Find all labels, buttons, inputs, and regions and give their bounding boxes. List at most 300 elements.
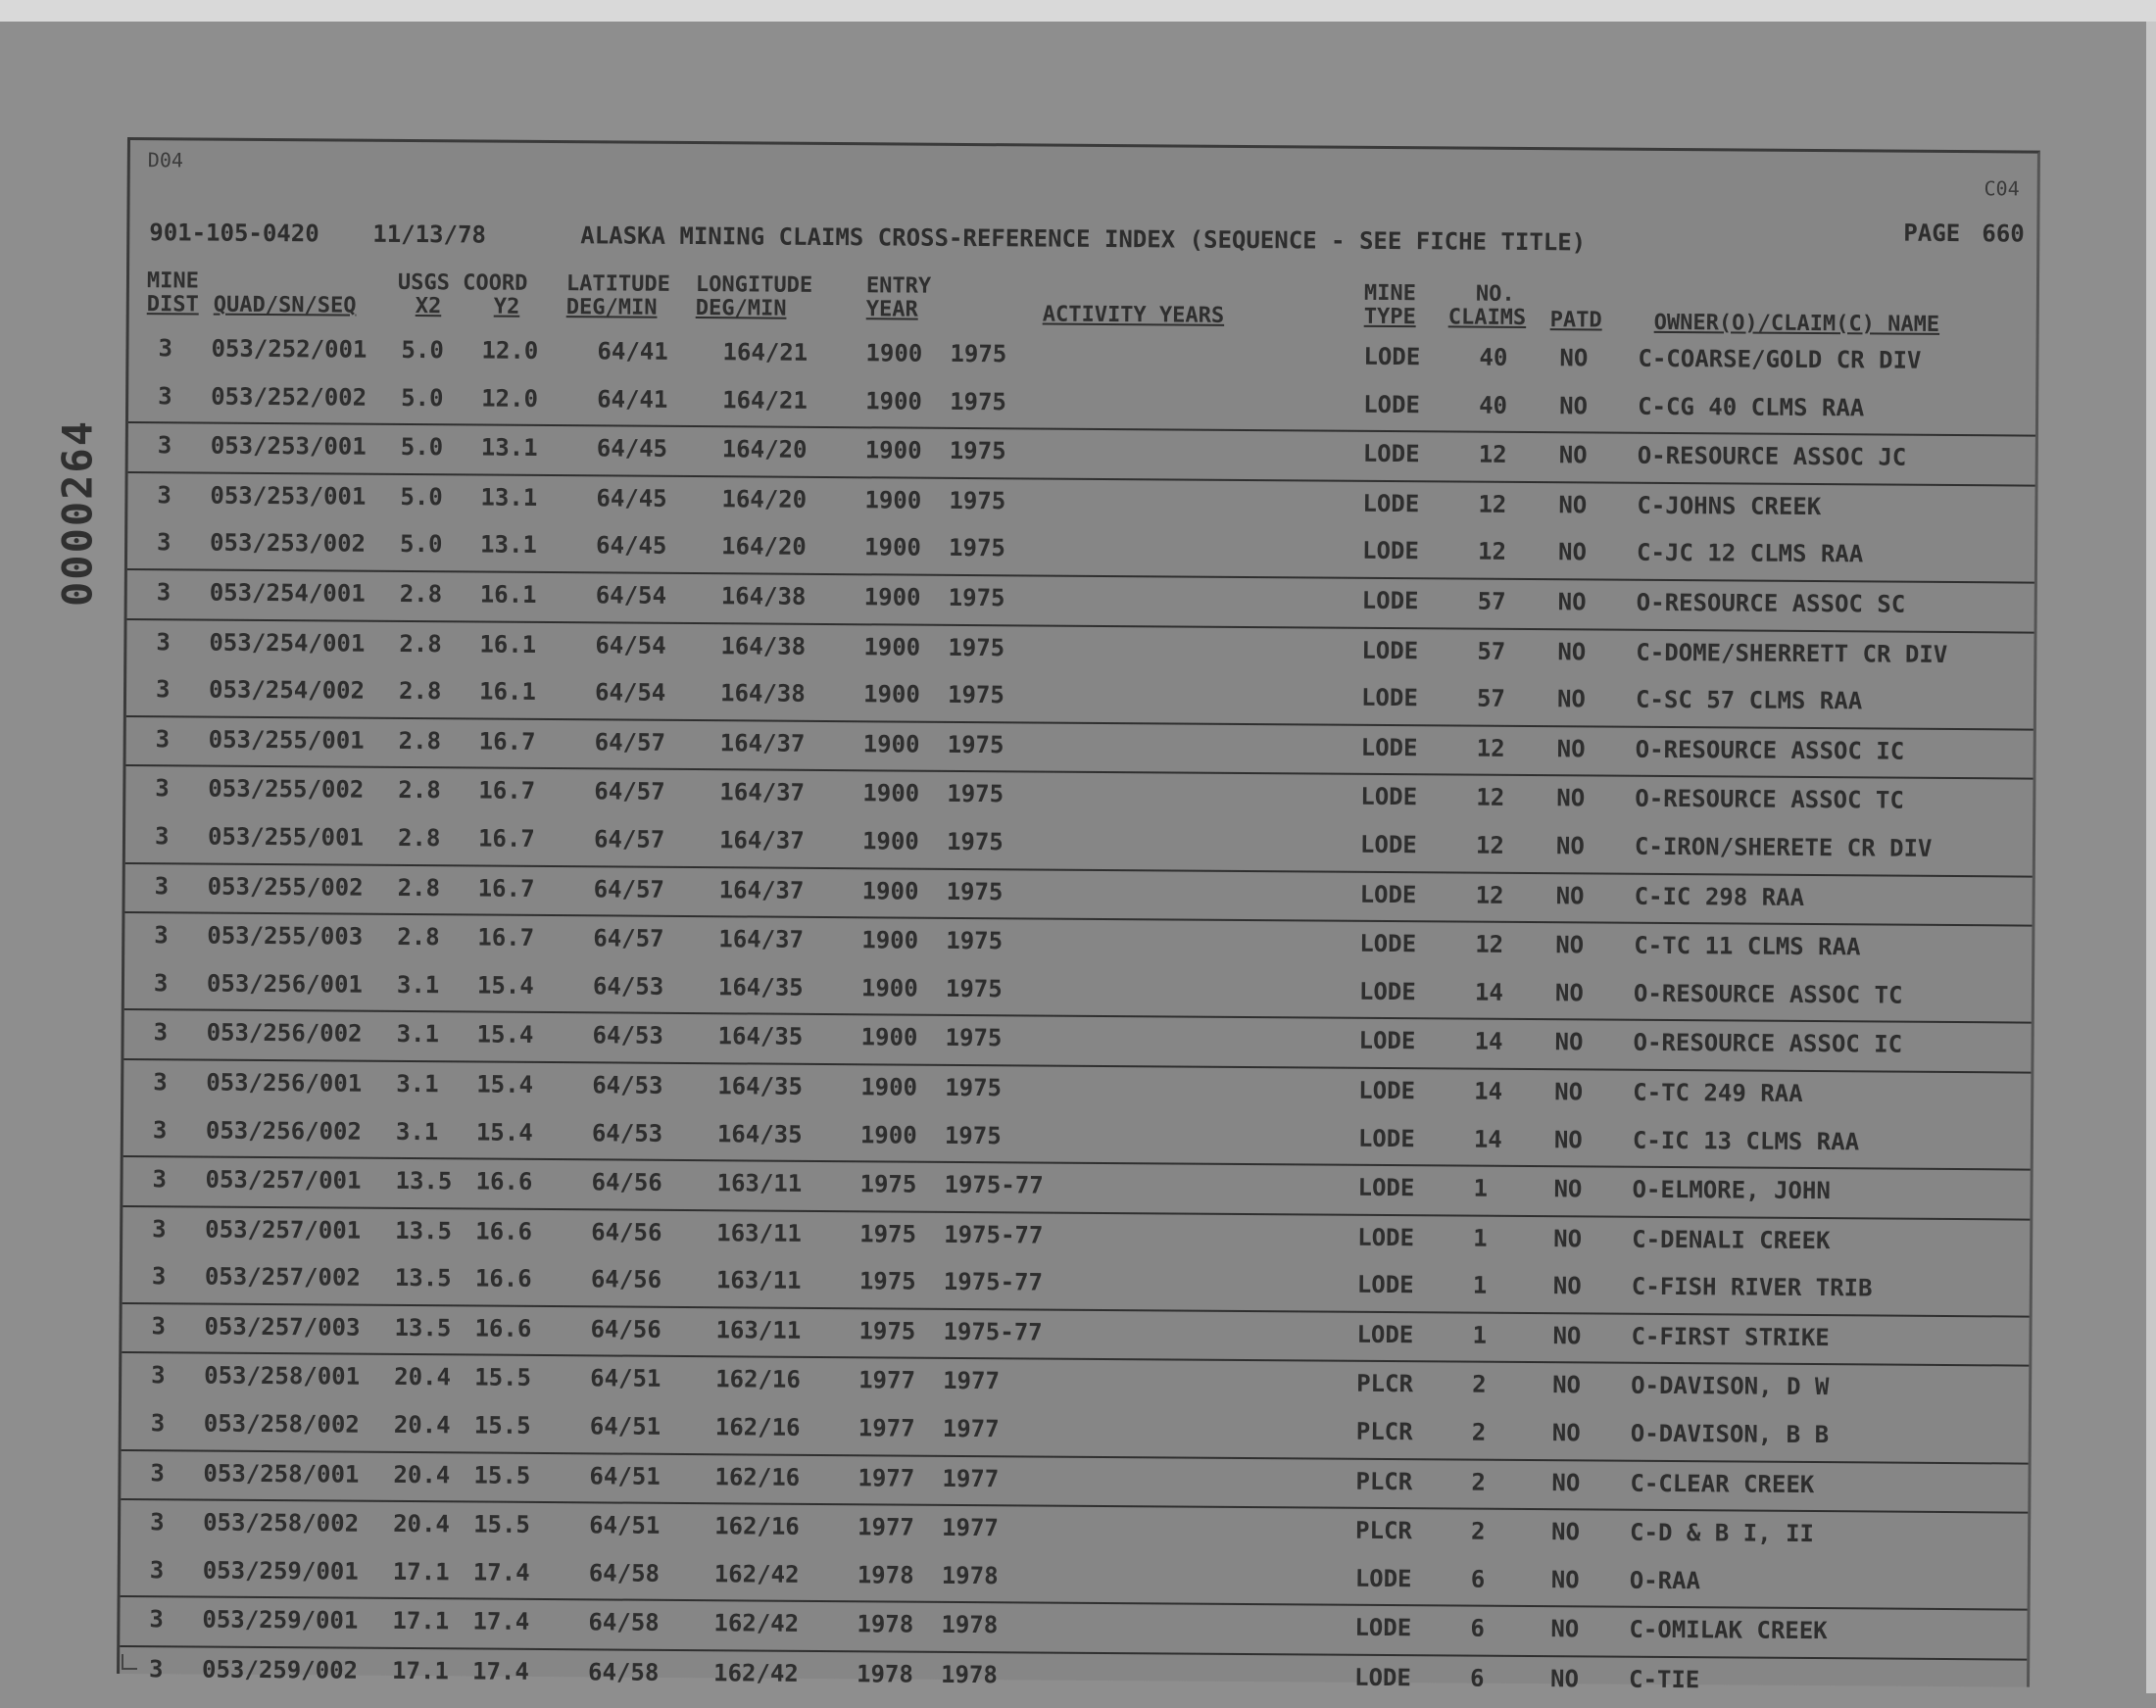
col-latitude (566, 272, 670, 320)
claims-count-cell: 2 (1471, 1468, 1487, 1496)
y2-cell: 13.1 (480, 483, 538, 512)
mine-type-cell: LODE (1362, 489, 1420, 517)
longitude-cell: 162/42 (712, 1659, 799, 1687)
latitude-cell: 64/53 (591, 1118, 663, 1147)
patented-cell: NO (1556, 685, 1587, 713)
latitude-cell: 64/54 (594, 678, 666, 708)
y2-cell: 15.4 (476, 971, 534, 1000)
y2-cell: 15.5 (473, 1411, 531, 1440)
latitude-cell: 64/41 (597, 384, 668, 414)
claims-count-cell: 2 (1471, 1418, 1487, 1446)
mine-dist-cell: 3 (155, 724, 171, 754)
y2-cell: 16.6 (474, 1314, 532, 1342)
col-entry-year-line1: ENTRY (865, 273, 932, 299)
claims-count-cell: 12 (1475, 881, 1504, 909)
x2-cell: 20.4 (393, 1510, 451, 1538)
mine-dist-cell: 3 (154, 871, 170, 900)
latitude-cell: 64/45 (596, 484, 667, 512)
x2-cell: 5.0 (400, 433, 444, 462)
activity-years-cell: 1975 (945, 1073, 1003, 1102)
claims-count-cell: 12 (1476, 734, 1505, 762)
longitude-cell: 162/16 (714, 1512, 800, 1541)
longitude-cell: 164/37 (718, 875, 805, 904)
col-x2-label: X2 (415, 294, 442, 319)
col-quad (214, 294, 357, 318)
x2-cell: 3.1 (395, 1117, 439, 1146)
claims-count-cell: 6 (1470, 1565, 1486, 1593)
patented-cell: NO (1553, 1125, 1583, 1153)
quad-cell: 053/253/002 (210, 528, 367, 559)
entry-year-cell: 1900 (865, 386, 923, 415)
entry-year-cell: 1900 (861, 876, 919, 905)
mine-dist-cell: 3 (150, 1409, 166, 1438)
x2-cell: 3.1 (396, 1069, 439, 1098)
activity-years-cell: 1975 (947, 681, 1004, 709)
claims-count-cell: 1 (1472, 1271, 1488, 1299)
owner-claim-name-cell: C-IC 13 CLMS RAA (1632, 1126, 1860, 1155)
activity-years-cell: 1975-77 (943, 1317, 1043, 1346)
owner-claim-name-cell: O-RESOURCE ASSOC IC (1633, 1029, 1903, 1058)
latitude-cell: 64/54 (595, 630, 666, 659)
y2-cell: 13.1 (480, 433, 538, 463)
col-mine-type (1364, 282, 1416, 329)
col-no-claims-line2: CLAIMS (1447, 305, 1527, 330)
x2-cell: 2.8 (398, 726, 442, 755)
quad-cell: 053/252/001 (211, 334, 368, 364)
patented-cell: NO (1555, 931, 1585, 959)
y2-cell: 15.5 (474, 1363, 532, 1392)
mine-dist-cell: 3 (156, 578, 172, 607)
x2-cell: 5.0 (401, 383, 444, 412)
mine-type-cell: LODE (1360, 783, 1418, 811)
entry-year-cell: 1900 (859, 1120, 917, 1149)
col-y2-label: Y2 (493, 294, 520, 319)
mine-dist-cell: 3 (151, 1361, 166, 1390)
mine-dist-cell: 3 (152, 1214, 167, 1243)
col-mine-type-line1: MINE (1363, 280, 1416, 307)
activity-years-cell: 1975-77 (944, 1220, 1044, 1249)
patented-cell: NO (1558, 490, 1588, 519)
longitude-cell: 164/38 (720, 631, 807, 660)
x2-cell: 17.1 (392, 1607, 450, 1635)
mine-dist-cell: 3 (154, 921, 169, 950)
entry-year-cell: 1900 (864, 486, 922, 514)
y2-cell: 15.5 (473, 1461, 531, 1489)
latitude-cell: 64/58 (588, 1608, 660, 1637)
patented-cell: NO (1553, 1175, 1583, 1203)
latitude-cell: 64/58 (587, 1658, 660, 1686)
latitude-cell: 64/56 (591, 1168, 662, 1196)
longitude-cell: 162/16 (715, 1365, 801, 1394)
claims-count-cell: 12 (1478, 440, 1507, 469)
claims-count-cell: 1 (1473, 1174, 1489, 1202)
x2-cell: 17.1 (391, 1656, 449, 1685)
mine-type-cell: LODE (1359, 880, 1417, 908)
latitude-cell: 64/41 (597, 337, 668, 366)
mine-type-cell: LODE (1360, 683, 1418, 712)
claims-count-cell: 57 (1477, 587, 1506, 615)
mine-type-cell: LODE (1361, 586, 1419, 615)
quad-cell: 053/257/001 (205, 1215, 362, 1244)
patented-cell: NO (1551, 1419, 1581, 1447)
activity-years-cell: 1975 (948, 583, 1005, 612)
activity-years-cell: 1975 (947, 730, 1004, 759)
claims-count-cell: 14 (1474, 1027, 1503, 1056)
latitude-cell: 64/57 (594, 777, 665, 806)
patented-cell: NO (1554, 978, 1584, 1007)
mine-type-cell: LODE (1358, 1027, 1416, 1055)
latitude-cell: 64/51 (590, 1364, 662, 1393)
col-mine-type-line2: TYPE (1363, 304, 1416, 330)
mine-dist-cell: 3 (157, 481, 172, 510)
y2-cell: 17.4 (471, 1657, 529, 1685)
claims-count-cell: 40 (1479, 343, 1508, 371)
y2-cell: 12.0 (481, 384, 539, 413)
entry-year-cell: 1900 (861, 827, 919, 855)
activity-years-cell: 1975-77 (943, 1268, 1044, 1296)
owner-claim-name-cell: O-RAA (1629, 1566, 1701, 1595)
entry-year-cell: 1900 (865, 339, 923, 367)
longitude-cell: 162/42 (713, 1609, 800, 1638)
longitude-cell: 162/16 (714, 1413, 801, 1441)
patented-cell: NO (1558, 441, 1588, 469)
activity-years-cell: 1975 (948, 633, 1005, 661)
y2-cell: 16.6 (475, 1167, 533, 1196)
patented-cell: NO (1557, 588, 1587, 616)
y2-cell: 16.7 (477, 824, 535, 853)
mine-type-cell: LODE (1357, 1124, 1415, 1152)
entry-year-cell: 1900 (863, 583, 921, 611)
mine-dist-cell: 3 (158, 381, 172, 410)
patented-cell: NO (1551, 1518, 1581, 1546)
patented-cell: NO (1555, 832, 1585, 860)
mine-type-cell: LODE (1360, 733, 1418, 761)
quad-cell: 053/259/002 (201, 1655, 359, 1684)
fiche-sheet (117, 137, 2040, 1694)
claims-count-cell: 57 (1477, 637, 1506, 665)
y2-cell: 16.7 (477, 923, 535, 952)
longitude-cell: 162/42 (713, 1560, 800, 1588)
y2-cell: 16.7 (477, 874, 535, 903)
mine-type-cell: PLCR (1355, 1467, 1413, 1495)
x2-cell: 13.5 (394, 1264, 452, 1293)
mine-type-cell: LODE (1354, 1564, 1412, 1593)
latitude-cell: 64/53 (592, 1021, 663, 1050)
col-y2 (494, 296, 520, 319)
patented-cell: NO (1555, 881, 1585, 909)
y2-cell: 16.1 (479, 630, 537, 659)
frame-corner-mark (122, 1654, 137, 1670)
latitude-cell: 64/56 (591, 1218, 662, 1246)
activity-years-cell: 1975-77 (944, 1170, 1044, 1199)
col-latitude-line2: DEG/MIN (565, 295, 658, 320)
mine-dist-cell: 3 (151, 1312, 167, 1341)
activity-years-cell: 1975 (948, 534, 1005, 562)
y2-cell: 15.4 (475, 1118, 533, 1147)
claims-count-cell: 40 (1479, 391, 1508, 419)
activity-years-cell: 1975 (946, 827, 1004, 856)
quad-cell: 053/256/002 (206, 1018, 363, 1049)
quad-cell: 053/256/002 (205, 1116, 362, 1146)
longitude-cell: 163/11 (716, 1169, 803, 1197)
x2-cell: 20.4 (394, 1363, 452, 1391)
claims-count-cell: 12 (1477, 538, 1507, 566)
patented-cell: NO (1550, 1566, 1580, 1594)
quad-cell: 053/257/002 (204, 1262, 361, 1292)
patented-cell: NO (1550, 1615, 1580, 1643)
entry-year-cell: 1975 (859, 1219, 917, 1248)
mine-type-cell: LODE (1362, 439, 1420, 468)
claims-count-cell: 2 (1472, 1371, 1487, 1399)
scan-right-margin (2146, 22, 2156, 1693)
col-quad-label: QUAD/SN/SEQ (213, 292, 357, 318)
x2-cell: 2.8 (398, 677, 442, 706)
mine-type-cell: LODE (1357, 1173, 1415, 1202)
claims-count-cell: 2 (1471, 1517, 1486, 1545)
latitude-cell: 64/57 (593, 825, 665, 854)
report-header-line (149, 219, 2025, 261)
claims-count-cell: 1 (1472, 1321, 1488, 1349)
patented-cell: NO (1559, 391, 1589, 420)
entry-year-cell: 1900 (864, 436, 922, 464)
entry-year-cell: 1900 (860, 973, 918, 1002)
owner-claim-name-cell: C-JOHNS CREEK (1637, 491, 1822, 520)
col-usgs-coord: USGS COORD (397, 269, 528, 296)
activity-years-cell: 1975 (945, 974, 1003, 1002)
entry-year-cell: 1900 (862, 779, 920, 808)
y2-cell: 17.4 (472, 1558, 530, 1586)
mine-type-cell: LODE (1361, 537, 1419, 565)
latitude-cell: 64/53 (592, 972, 664, 1000)
mine-dist-cell: 3 (153, 1018, 169, 1047)
latitude-cell: 64/57 (594, 728, 666, 756)
claims-count-cell: 12 (1478, 490, 1507, 518)
claims-count-cell: 12 (1475, 831, 1504, 859)
mine-dist-cell: 3 (157, 431, 172, 460)
quad-cell: 053/254/001 (209, 628, 366, 658)
longitude-cell: 164/38 (719, 679, 806, 708)
activity-years-cell: 1975 (946, 926, 1004, 955)
latitude-cell: 64/54 (595, 581, 667, 610)
longitude-cell: 164/21 (722, 385, 808, 415)
y2-cell: 15.4 (476, 1070, 534, 1098)
patented-cell: NO (1552, 1322, 1582, 1350)
x2-cell: 2.8 (397, 923, 440, 952)
x2-cell: 2.8 (399, 629, 442, 658)
patented-cell: NO (1552, 1371, 1582, 1399)
y2-cell: 16.1 (478, 677, 536, 707)
owner-claim-name-cell: C-COARSE/GOLD CR DIV (1638, 344, 1922, 374)
page-number: 660 (1982, 220, 2025, 248)
owner-claim-name-cell: C-DOME/SHERRETT CR DIV (1636, 638, 1948, 668)
longitude-cell: 162/16 (714, 1462, 801, 1491)
owner-claim-name-cell: O-RESOURCE ASSOC IC (1635, 735, 1905, 765)
longitude-cell: 164/37 (718, 826, 805, 854)
activity-years-cell: 1978 (941, 1611, 999, 1639)
y2-cell: 17.4 (472, 1607, 530, 1636)
patented-cell: NO (1549, 1665, 1580, 1693)
owner-claim-name-cell: C-TC 11 CLMS RAA (1634, 931, 1861, 961)
longitude-cell: 164/35 (716, 1119, 803, 1148)
quad-cell: 053/254/002 (208, 675, 366, 705)
mine-dist-cell: 3 (155, 774, 170, 803)
latitude-cell: 64/57 (593, 874, 665, 903)
col-patd-label: PATD (1549, 308, 1602, 333)
activity-years-cell: 1975 (946, 877, 1004, 905)
mine-dist-cell: 3 (153, 1068, 168, 1097)
col-x2 (416, 295, 442, 318)
mine-type-cell: LODE (1357, 1223, 1415, 1251)
owner-claim-name-cell: C-FISH RIVER TRIB (1631, 1273, 1873, 1302)
x2-cell: 3.1 (396, 1020, 440, 1049)
latitude-cell: 64/51 (589, 1511, 661, 1540)
quad-cell: 053/258/001 (203, 1459, 360, 1488)
patented-cell: NO (1557, 538, 1588, 566)
claims-count-cell: 14 (1473, 1125, 1502, 1153)
report-id: 901-105-0420 (149, 219, 319, 248)
longitude-cell: 164/35 (717, 1022, 804, 1051)
claims-table (120, 326, 2036, 1708)
quad-cell: 053/255/001 (208, 725, 365, 755)
owner-claim-name-cell: C-IRON/SHERETE CR DIV (1634, 832, 1933, 862)
x2-cell: 2.8 (398, 776, 441, 805)
left-frame-tag: D04 (147, 148, 184, 172)
col-no-claims-line1: NO. (1475, 281, 1515, 307)
report-date: 11/13/78 (372, 220, 487, 249)
quad-cell: 053/252/002 (211, 382, 368, 412)
x2-cell: 5.0 (400, 482, 443, 512)
owner-claim-name-cell: O-RESOURCE ASSOC SC (1636, 588, 1906, 618)
longitude-cell: 163/11 (716, 1218, 803, 1247)
quad-cell: 053/255/002 (207, 872, 364, 902)
claims-count-cell: 14 (1474, 1077, 1503, 1105)
mine-dist-cell: 3 (150, 1508, 165, 1537)
longitude-cell: 164/37 (719, 778, 806, 807)
owner-claim-name-cell: C-IC 298 RAA (1634, 882, 1805, 911)
col-owner (1654, 312, 1940, 337)
latitude-cell: 64/51 (589, 1461, 661, 1490)
page-label: PAGE (1903, 219, 1961, 248)
quad-cell: 053/256/001 (206, 969, 364, 999)
activity-years-cell: 1977 (942, 1464, 1000, 1492)
owner-claim-name-cell: O-ELMORE, JOHN (1632, 1175, 1831, 1205)
entry-year-cell: 1900 (862, 730, 920, 758)
quad-cell: 053/258/002 (203, 1409, 360, 1439)
longitude-cell: 163/11 (715, 1266, 802, 1295)
entry-year-cell: 1978 (857, 1610, 914, 1639)
activity-years-cell: 1978 (941, 1561, 999, 1590)
quad-cell: 053/255/003 (207, 921, 364, 951)
scan-top-margin (0, 0, 2156, 22)
y2-cell: 12.0 (481, 336, 539, 365)
patented-cell: NO (1551, 1468, 1581, 1497)
activity-years-cell: 1975 (947, 780, 1004, 808)
mine-type-cell: LODE (1358, 977, 1416, 1005)
activity-years-cell: 1975 (950, 339, 1007, 368)
col-activity-years (1043, 304, 1225, 328)
entry-year-cell: 1900 (863, 533, 921, 562)
y2-cell: 16.7 (478, 776, 536, 805)
entry-year-cell: 1978 (856, 1660, 913, 1688)
latitude-cell: 64/57 (593, 924, 664, 952)
longitude-cell: 164/35 (717, 1072, 804, 1100)
x2-cell: 20.4 (393, 1460, 451, 1488)
owner-claim-name-cell: O-DAVISON, D W (1631, 1372, 1830, 1401)
claims-count-cell: 1 (1473, 1224, 1488, 1252)
mine-dist-cell: 3 (149, 1605, 164, 1634)
longitude-cell: 163/11 (715, 1316, 802, 1344)
entry-year-cell: 1978 (857, 1561, 914, 1589)
quad-cell: 053/257/001 (205, 1165, 362, 1195)
mine-type-cell: PLCR (1355, 1517, 1412, 1545)
owner-claim-name-cell: C-FIRST STRIKE (1631, 1322, 1830, 1352)
entry-year-cell: 1900 (861, 926, 919, 954)
longitude-cell: 164/37 (719, 728, 806, 757)
x2-cell: 2.8 (399, 579, 443, 609)
x2-cell: 2.8 (397, 823, 441, 853)
quad-cell: 053/259/001 (202, 1556, 359, 1586)
mine-type-cell: LODE (1354, 1614, 1412, 1642)
activity-years-cell: 1977 (942, 1414, 1000, 1443)
entry-year-cell: 1900 (860, 1073, 918, 1101)
mine-dist-cell: 3 (152, 1115, 168, 1144)
latitude-cell: 64/51 (589, 1412, 662, 1440)
entry-year-cell: 1900 (863, 632, 921, 661)
quad-cell: 053/258/001 (204, 1362, 361, 1391)
y2-cell: 15.5 (473, 1510, 531, 1539)
owner-claim-name-cell: C-CLEAR CREEK (1630, 1469, 1815, 1498)
entry-year-cell: 1977 (858, 1366, 916, 1395)
latitude-cell: 64/45 (596, 434, 668, 464)
owner-claim-name-cell: C-CG 40 CLMS RAA (1638, 392, 1865, 421)
entry-year-cell: 1977 (858, 1513, 915, 1541)
patented-cell: NO (1559, 344, 1589, 372)
y2-cell: 16.1 (479, 580, 537, 609)
mine-dist-cell: 3 (150, 1458, 166, 1487)
entry-year-cell: 1977 (858, 1414, 915, 1442)
activity-years-cell: 1977 (943, 1367, 1001, 1395)
activity-years-cell: 1975 (945, 1024, 1003, 1052)
longitude-cell: 164/37 (718, 925, 805, 953)
x2-cell: 13.5 (394, 1313, 452, 1342)
x2-cell: 5.0 (401, 335, 444, 365)
x2-cell: 2.8 (397, 873, 441, 902)
col-longitude-line1: LONGITUDE (695, 272, 813, 298)
patented-cell: NO (1557, 637, 1587, 665)
col-mine-dist-line2: DIST (146, 292, 199, 317)
mine-type-cell: LODE (1356, 1320, 1414, 1349)
quad-cell: 053/255/002 (208, 774, 365, 805)
claims-count-cell: 12 (1476, 783, 1505, 812)
claims-count-cell: 14 (1474, 978, 1503, 1006)
entry-year-cell: 1975 (858, 1317, 916, 1345)
longitude-cell: 164/38 (720, 582, 807, 610)
mine-dist-cell: 3 (158, 334, 173, 363)
owner-claim-name-cell: C-D & B I, II (1629, 1518, 1815, 1548)
x2-cell: 13.5 (395, 1167, 453, 1196)
activity-years-cell: 1975 (950, 387, 1007, 415)
quad-cell: 053/253/001 (210, 431, 367, 461)
fiche-number: 0000264 (53, 418, 102, 607)
x2-cell: 13.5 (395, 1216, 453, 1245)
right-frame-tag: C04 (1984, 176, 2020, 201)
col-latitude-line1: LATITUDE (565, 271, 671, 297)
activity-years-cell: 1975 (949, 437, 1006, 465)
owner-claim-name-cell: C-TC 249 RAA (1633, 1078, 1803, 1107)
activity-years-cell: 1978 (940, 1660, 998, 1689)
owner-claim-name-cell: O-RESOURCE ASSOC TC (1635, 785, 1904, 815)
mine-dist-cell: 3 (156, 627, 171, 656)
